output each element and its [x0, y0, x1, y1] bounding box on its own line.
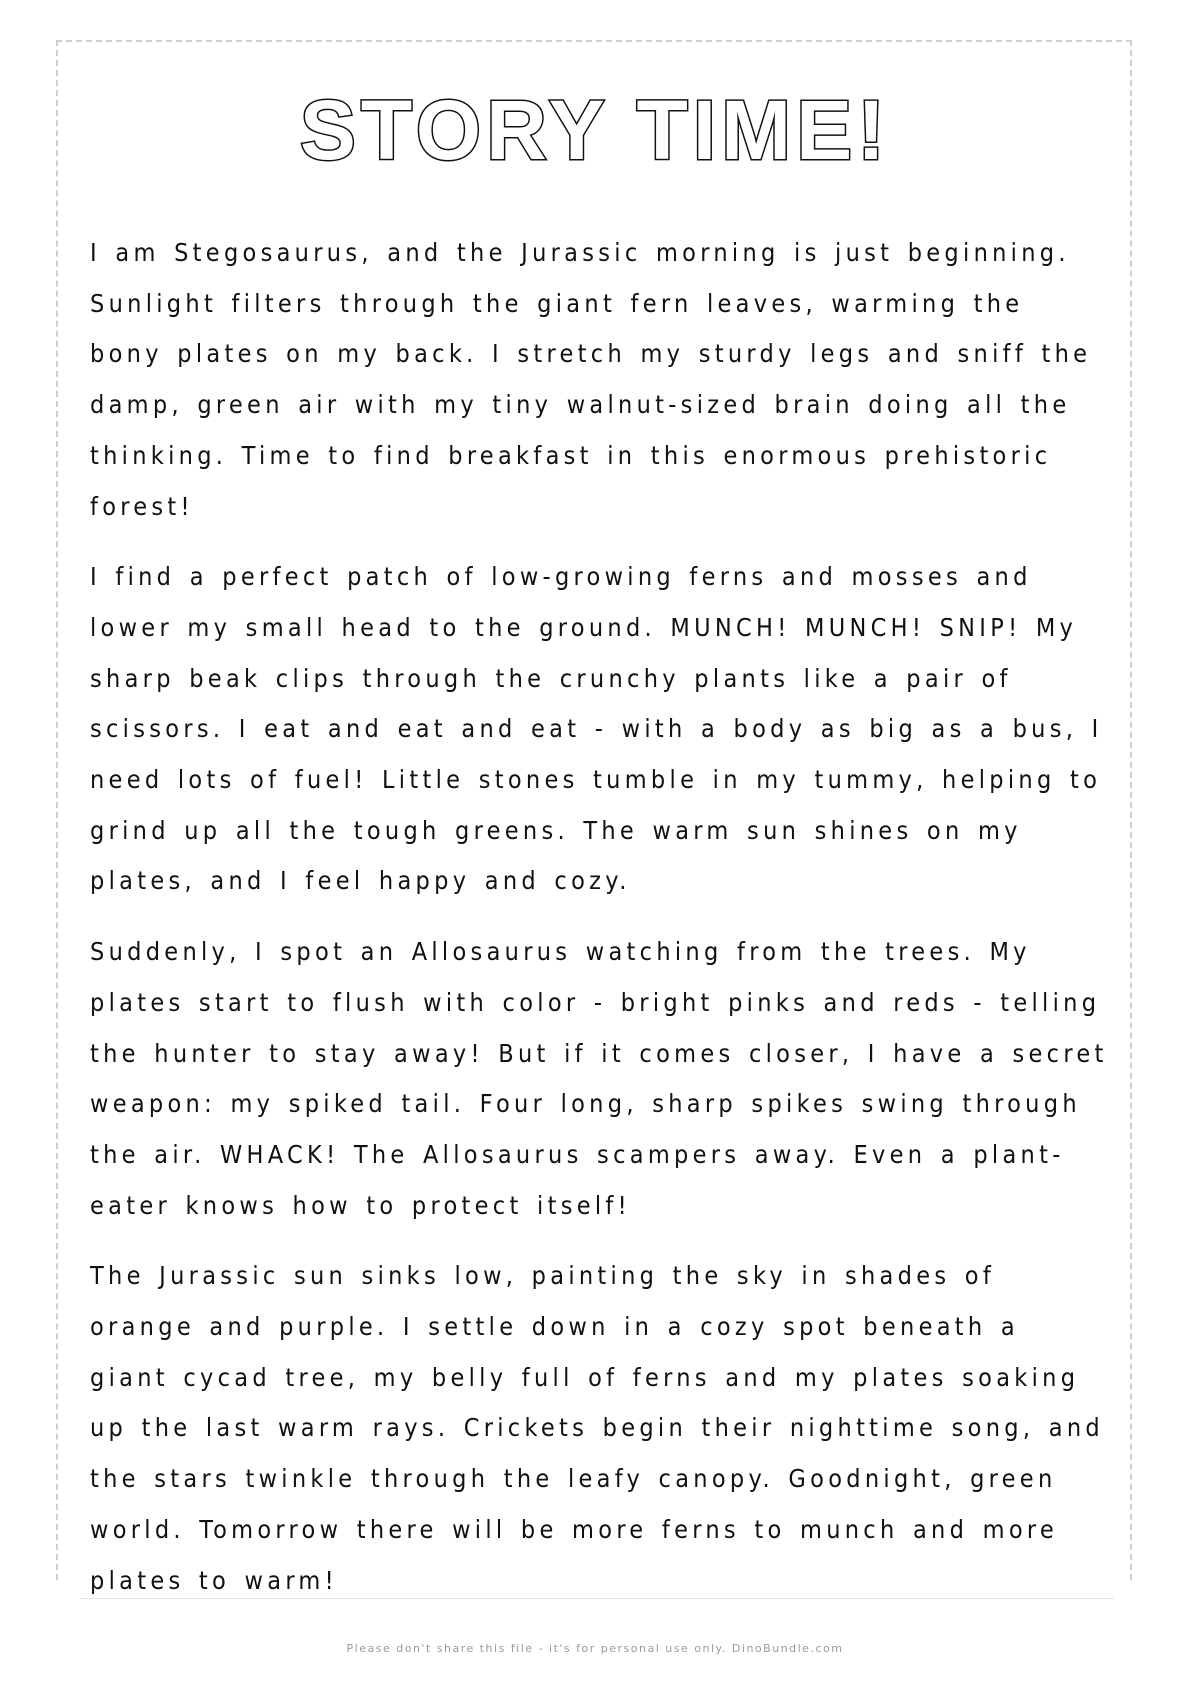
- story-paragraph-4: The Jurassic sun sinks low, painting the sky in shades of orange and purple. I settle down in a cozy spot beneath a giant cycad tree, my belly full of ferns and my plates soaking up the last warm rays. Crickets begin their nighttime song, and the stars twinkle through the leafy canopy. Goodnight, green world. Tomorrow there will be more ferns to munch and more plates to warm!: [90, 1261, 1104, 1595]
- story-paragraph-2: I find a perfect patch of low-growing ferns and mosses and lower my small head to the ground. MUNCH! MUNCH! SNIP! My sharp beak clips through the crunchy plants like a pair of scissors. I eat and eat and eat - with a body as big as a bus, I need lots of fuel! Little stones tumble in my tummy, helping to grind up all the tough greens. The warm sun shines on my plates, and I feel happy and cozy.: [90, 562, 1103, 896]
- footer-notice: Please don't share this file - it's for personal use only. DinoBundle.com: [346, 1642, 844, 1655]
- page-title: STORY TIME!: [299, 83, 891, 177]
- story-paragraph-1: I am Stegosaurus, and the Jurassic morning is just beginning. Sunlight filters through the giant fern leaves, warming the bony plates on my back. I stretch my sturdy legs and sniff the damp, green air with my tiny walnut-sized brain doing all the thinking. Time to find breakfast in this enormous prehistoric forest!: [90, 238, 1092, 521]
- story-body: [90, 228, 1110, 1626]
- story-paragraph-3: Suddenly, I spot an Allosaurus watching from the trees. My plates start to flush with color - bright pinks and reds - telling the hunter to stay away! But if it comes closer, I have a secret weapon: my spiked tail. Four long, sharp spikes swing through the air. WHACK! The Allosaurus scampers away. Even a plant-eater knows how to protect itself!: [90, 937, 1108, 1220]
- footer-divider: [80, 1598, 1114, 1599]
